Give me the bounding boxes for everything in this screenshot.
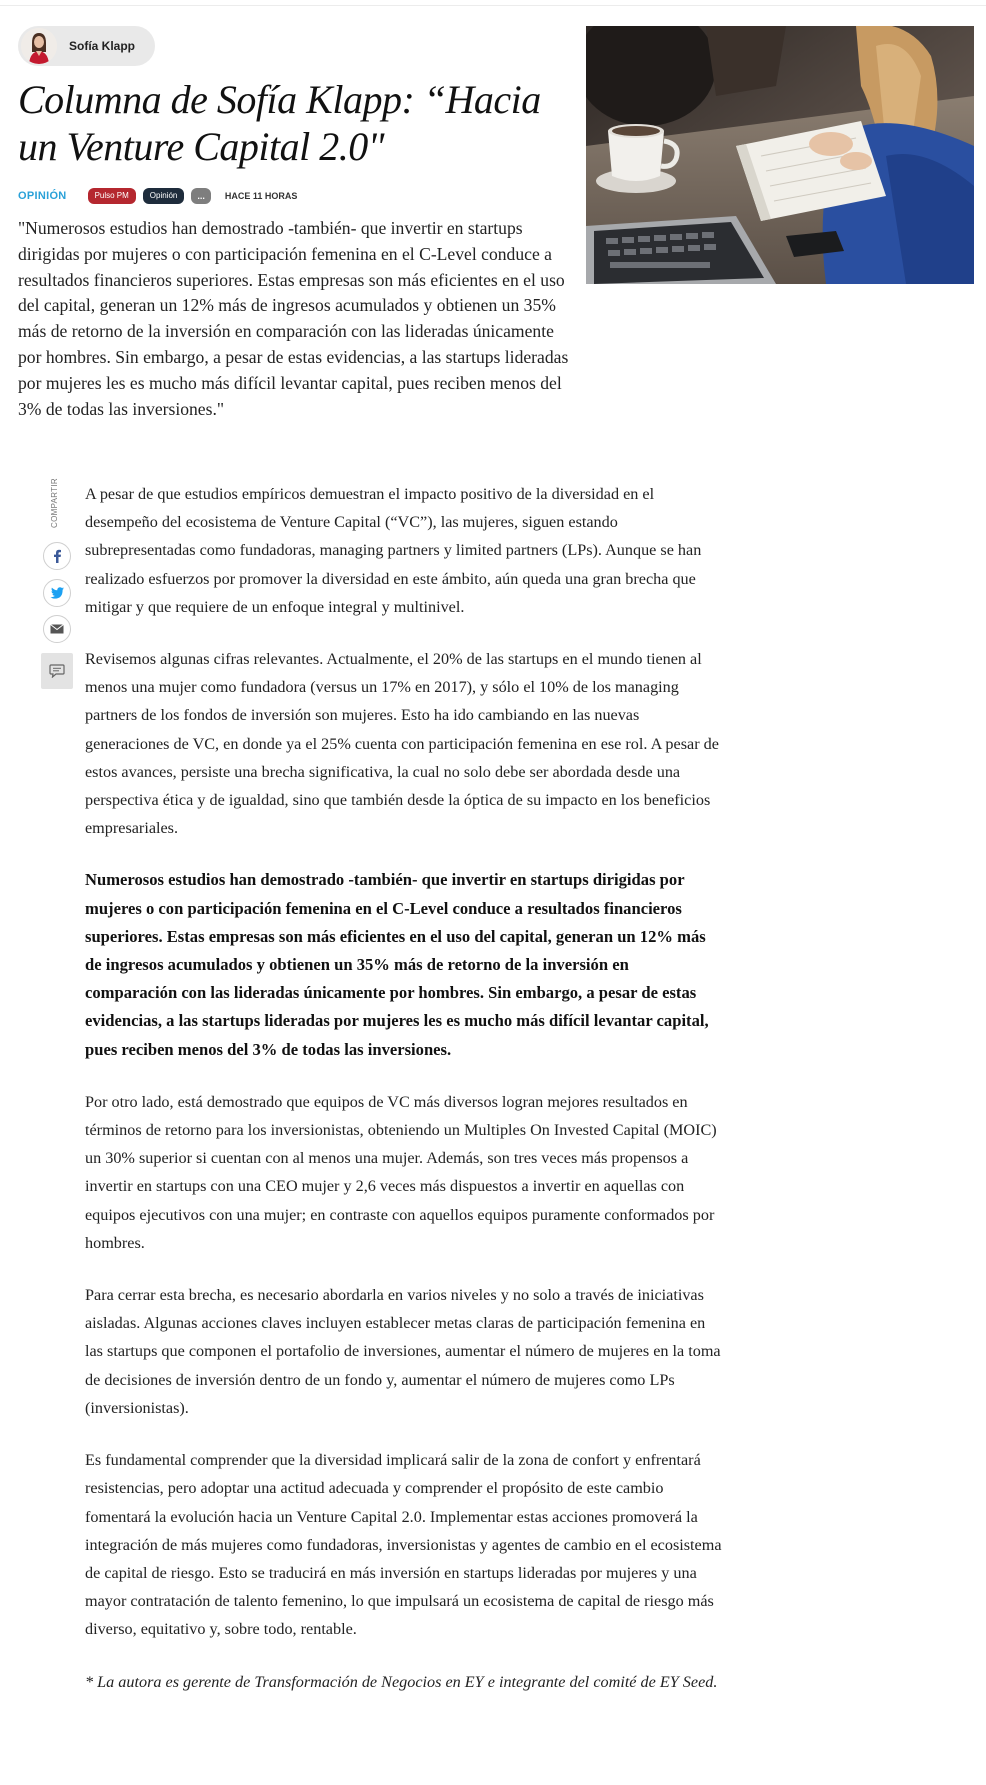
comments-button[interactable] [41, 653, 73, 689]
hero-image [586, 26, 974, 284]
article-body [85, 480, 725, 1720]
article-paragraph: Es fundamental comprender que la diversidad implicará salir de la zona de confort y enfrentará resistencias, pero adoptar una actitud adecuada y comprender el propósito de este cambio fomentará la evolución hacia un Venture Capital 2.0. Implementar estas acciones promoverá la integración de más mujeres como fundadoras, inversionistas y agentes de cambio en el ecosistema de capital de riesgo. Esto se traducirá en más inversión en startups lideradas por mujeres y una mayor contratación de talento femenino, lo que impulsará un ecosistema de capital de riesgo más diverso, equitativo y, sobre todo, rentable. [85, 1451, 722, 1639]
twitter-share-button[interactable] [43, 579, 71, 607]
author-chip[interactable] [18, 26, 155, 66]
author-footnote: * La autora es gerente de Transformación de Negocios en EY e integrante del comité de EY Seed. [85, 1672, 718, 1691]
author-avatar [21, 28, 57, 64]
tag-opinion[interactable]: Opinión [143, 188, 185, 204]
article-paragraph: Revisemos algunas cifras relevantes. Actualmente, el 20% de las startups en el mundo tienen al menos una mujer como fundadora (versus un 17% en 2017), y sólo el 10% de los managing partners de los fondos de inversión son mujeres. Esto ha ido cambiando en las nuevas generaciones de VC, en donde ya el 25% cuenta con participación femenina en ese rol. A pesar de estos avances, persiste una brecha significativa, la cual no solo debe ser abordada desde una perspectiva ética y de igualdad, sino que también desde la óptica de su impacto en los beneficios empresariales. [85, 650, 719, 838]
facebook-share-button[interactable] [43, 542, 71, 570]
tag-more-button[interactable]: ... [191, 188, 211, 204]
tag-pulso-pm[interactable]: Pulso PM [88, 188, 136, 204]
author-name: Sofía Klapp [69, 39, 136, 53]
top-divider [0, 5, 986, 6]
article-paragraph: Por otro lado, está demostrado que equipos de VC más diversos logran mejores resultados en términos de retorno para los inversionistas, obteniendo un Multiples On Invested Capital (MOIC) un 30% superior si cuentan con al menos una mujer. Además, son tres veces más propensos a invertir en startups con una CEO mujer y 2,6 veces más dispuestos a invertir en aquellas con equipos ejecutivos con una mujer; en contraste con aquellos equipos puramente conformados por hombres. [85, 1092, 717, 1252]
share-label: COMPARTIR [50, 478, 59, 528]
article-pullquote: Numerosos estudios han demostrado -también- que invertir en startups dirigidas por mujeres o con participación femenina en el C-Level conduce a resultados financieros superiores. Estas empresas son más eficientes en el uso del capital, generan un 12% más de ingresos acumulados y obtienen un 35% más de retorno de la inversión en comparación con las lideradas únicamente por hombres. Sin embargo, a pesar de estas evidencias, a las startups lideradas por mujeres les es mucho más difícil levantar capital, pues reciben menos del 3% de todas las inversiones. [85, 870, 709, 1059]
mail-icon [50, 624, 64, 634]
timestamp: HACE 11 HORAS [224, 191, 298, 201]
twitter-icon [50, 587, 64, 599]
email-share-button[interactable] [43, 615, 71, 643]
article-meta [18, 187, 297, 205]
section-link[interactable]: OPINIÓN [18, 190, 67, 202]
article-paragraph: A pesar de que estudios empíricos demuestran el impacto positivo de la diversidad en el desempeño del ecosistema de Venture Capital (“VC”), las mujeres, siguen estando subrepresentadas como fundadoras, managing partners y limited partners (LPs). Aunque se han realizado esfuerzos por promover la diversidad en este ámbito, aún queda una gran brecha que mitigar y que requiere de un enfoque integral y multinivel. [85, 485, 702, 616]
article-paragraph: Para cerrar esta brecha, es necesario abordarla en varios niveles y no solo a través de iniciativas aisladas. Algunas acciones claves incluyen establecer metas claras de participación femenina en las startups que componen el portafolio de inversiones, aumentar el número de mujeres en la toma de decisiones de inversión dentro de un fondo y, aumentar el número de mujeres como LPs (inversionistas). [85, 1286, 721, 1417]
facebook-icon [51, 549, 63, 563]
comment-icon [49, 664, 65, 678]
article-lede: "Numerosos estudios han demostrado -también- que invertir en startups dirigidas por mujeres o con participación femenina en el C-Level conduce a resultados financieros superiores. Estas empresas son más eficientes en el uso del capital, generan un 12% más de ingresos acumulados y obtienen un 35% más de retorno de la inversión en comparación con las lideradas únicamente por hombres. Sin embargo, a pesar de estas evidencias, a las startups lideradas por mujeres les es mucho más difícil levantar capital, pues reciben menos del 3% de todas las inversiones." [18, 218, 569, 419]
article-title: Columna de Sofía Klapp: “Hacia un Venture Capital 2.0" [18, 77, 541, 169]
